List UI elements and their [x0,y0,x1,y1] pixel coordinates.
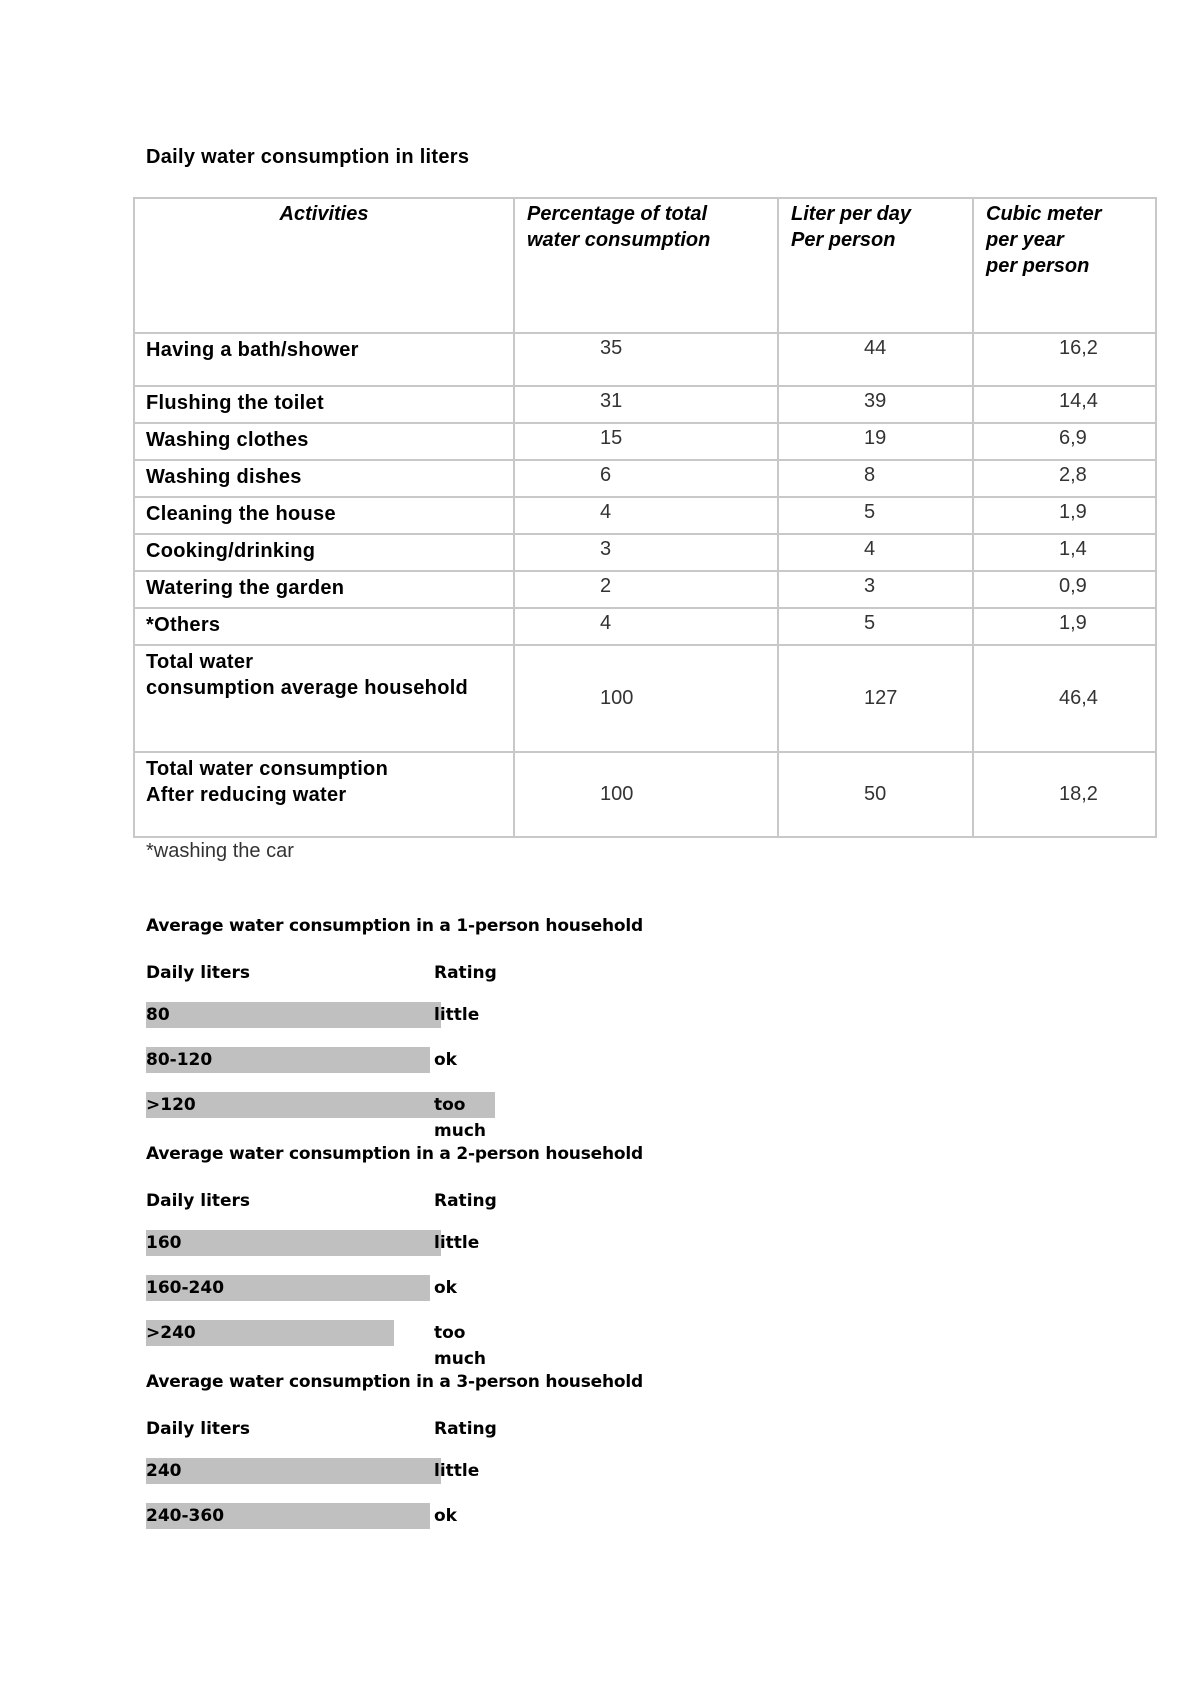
percentage-cell-value: 4 [600,501,612,523]
percentage-cell [514,608,778,645]
rating-value: too much [434,1323,486,1369]
cubic-meter-cell-value: 46,4 [1059,687,1098,709]
rating-header: Rating [434,1419,497,1439]
rating-row [146,1275,506,1301]
liters-per-day-cell [778,386,973,423]
daily-liters-value: 160-240 [146,1278,225,1298]
percentage-cell-value: 3 [600,538,612,560]
rating-value: ok [434,1050,457,1070]
percentage-cell [514,423,778,460]
rating-row [146,1320,506,1369]
page-title: Daily water consumption in liters [146,146,470,168]
household-section-title: Average water consumption in a 3-person household [146,1372,643,1392]
liters-per-day-cell [778,460,973,497]
table-row [134,608,1156,645]
daily-liters-value: 80-120 [146,1050,213,1070]
daily-liters-header: Daily liters [146,963,251,983]
rating-highlight [146,1002,441,1028]
table-row [134,460,1156,497]
cubic-meter-cell-value: 0,9 [1059,575,1087,597]
percentage-cell [514,534,778,571]
percentage-cell-value: 100 [600,687,634,709]
cubic-meter-cell [973,571,1156,608]
rating-value: ok [434,1278,457,1298]
activity-cell: Washing clothes [134,423,514,460]
percentage-cell [514,645,778,752]
activity-cell: Total water consumption After reducing water [134,752,514,837]
table-row [134,333,1156,386]
table-row [134,534,1156,571]
rating-value: little [434,1461,480,1481]
table-row [134,571,1156,608]
household-section [146,1144,643,1369]
percentage-cell [514,752,778,837]
liters-per-day-cell-value: 50 [864,783,887,805]
table-row [134,645,1156,752]
cubic-meter-cell [973,333,1156,386]
percentage-cell [514,460,778,497]
percentage-cell-value: 2 [600,575,612,597]
rating-value: little [434,1005,480,1025]
cubic-meter-cell-value: 2,8 [1059,464,1087,486]
household-section [146,916,643,1141]
cubic-meter-cell-value: 1,9 [1059,501,1087,523]
daily-liters-value: 160 [146,1233,182,1253]
liters-per-day-cell-value: 44 [864,337,887,359]
percentage-cell-value: 4 [600,612,612,634]
daily-liters-value: >120 [146,1095,196,1115]
cubic-meter-cell-value: 1,9 [1059,612,1087,634]
percentage-cell-value: 6 [600,464,612,486]
cubic-meter-cell-value: 14,4 [1059,390,1098,412]
liters-per-day-cell-value: 8 [864,464,876,486]
cubic-meter-cell-value: 18,2 [1059,783,1098,805]
header-cubic-meter: Cubic meter per year per person [973,198,1156,333]
daily-liters-header: Daily liters [146,1419,251,1439]
rating-highlight [146,1458,441,1484]
liters-per-day-cell [778,571,973,608]
liters-per-day-cell [778,423,973,460]
table-row [134,752,1156,837]
liters-per-day-cell-value: 5 [864,501,876,523]
liters-per-day-cell [778,645,973,752]
cubic-meter-cell-value: 6,9 [1059,427,1087,449]
rating-value: ok [434,1506,457,1526]
cubic-meter-cell [973,534,1156,571]
liters-per-day-cell [778,333,973,386]
percentage-cell-value: 35 [600,337,623,359]
cubic-meter-cell [973,460,1156,497]
rating-row [146,1047,506,1073]
liters-per-day-cell-value: 5 [864,612,876,634]
liters-per-day-cell-value: 4 [864,538,876,560]
household-section-title: Average water consumption in a 2-person household [146,1144,643,1164]
water-consumption-table [133,197,1157,838]
header-liter-per-day: Liter per day Per person [778,198,973,333]
rating-header: Rating [434,963,497,983]
household-section-title: Average water consumption in a 1-person household [146,916,643,936]
cubic-meter-cell [973,497,1156,534]
table-row [134,497,1156,534]
activity-cell: Flushing the toilet [134,386,514,423]
table-row [134,386,1156,423]
daily-liters-value: >240 [146,1323,196,1343]
rating-row [146,1230,506,1256]
cubic-meter-cell-value: 1,4 [1059,538,1087,560]
header-percentage: Percentage of total water consumption [514,198,778,333]
rating-header: Rating [434,1191,497,1211]
header-activities: Activities [134,198,514,333]
percentage-cell-value: 31 [600,390,623,412]
daily-liters-value: 80 [146,1005,170,1025]
activity-cell: Cleaning the house [134,497,514,534]
cubic-meter-cell [973,386,1156,423]
activity-cell: *Others [134,608,514,645]
percentage-cell-value: 15 [600,427,623,449]
rating-row [146,1458,506,1484]
liters-per-day-cell-value: 39 [864,390,887,412]
footnote: *washing the car [146,840,294,862]
activity-cell: Washing dishes [134,460,514,497]
cubic-meter-cell-value: 16,2 [1059,337,1098,359]
percentage-cell [514,571,778,608]
percentage-cell [514,497,778,534]
cubic-meter-cell [973,608,1156,645]
rating-row [146,1002,506,1028]
liters-per-day-cell-value: 127 [864,687,898,709]
rating-highlight [146,1230,441,1256]
household-section [146,1372,643,1526]
rating-row [146,1503,506,1529]
activity-cell: Having a bath/shower [134,333,514,386]
daily-liters-header: Daily liters [146,1191,251,1211]
cubic-meter-cell [973,752,1156,837]
activity-cell: Cooking/drinking [134,534,514,571]
table-row [134,423,1156,460]
rating-value: too much [434,1095,486,1141]
table-header-row [134,198,1156,333]
rating-row [146,1092,506,1141]
liters-per-day-cell [778,534,973,571]
cubic-meter-cell [973,645,1156,752]
liters-per-day-cell [778,752,973,837]
activity-cell: Total water consumption average household [134,645,514,752]
liters-per-day-cell [778,497,973,534]
liters-per-day-cell [778,608,973,645]
percentage-cell-value: 100 [600,783,634,805]
rating-value: little [434,1233,480,1253]
liters-per-day-cell-value: 3 [864,575,876,597]
daily-liters-value: 240-360 [146,1506,225,1526]
percentage-cell [514,386,778,423]
percentage-cell [514,333,778,386]
daily-liters-value: 240 [146,1461,182,1481]
liters-per-day-cell-value: 19 [864,427,887,449]
cubic-meter-cell [973,423,1156,460]
activity-cell: Watering the garden [134,571,514,608]
